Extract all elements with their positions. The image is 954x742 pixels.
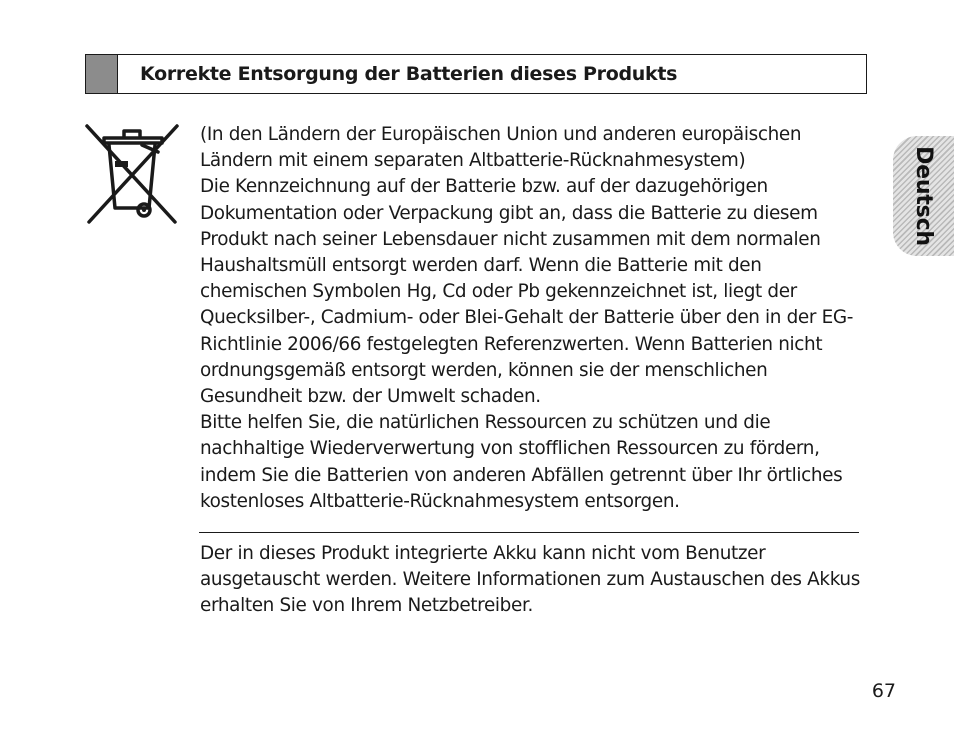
section-divider: [199, 532, 859, 533]
paragraph-recycling: Bitte helfen Sie, die natürlichen Ressourcen zu schützen und die nachhaltige Wiederverwertung von stofflichen Ressourcen zu fördern, indem Sie die Batterien von anderen Abfällen getrennt über Ihr örtliches kostenloses Altbatterie-Rücknahmesystem entsorgen.: [200, 412, 843, 512]
battery-note: [200, 541, 860, 620]
language-tab: [893, 136, 954, 256]
header-square-marker: [86, 55, 118, 93]
section-header: [85, 54, 867, 94]
disposal-text: [200, 122, 860, 515]
section-title: Korrekte Entsorgung der Batterien dieses Produkts: [140, 63, 678, 85]
language-tab-label: Deutsch: [911, 146, 936, 246]
paragraph-marking: Die Kennzeichnung auf der Batterie bzw. auf der dazugehörigen Dokumentation oder Verpackung gibt an, dass die Batterie zu diesem Produkt nach seiner Lebensdauer nicht zusammen mit dem normalen Haushaltsmüll entsorgt werden darf. Wenn die Batterie mit den chemischen Symbolen Hg, Cd oder Pb gekennzeichnet ist, liegt der Quecksilber-, Cadmium- oder Blei-Gehalt der Batterie über den in der EG-Richtlinie 2006/66 festgelegten Referenzwerten. Wenn Batterien nicht ordnungsgemäß entsorgt werden, können sie der menschlichen Gesundheit bzw. der Umwelt schaden.: [200, 176, 854, 408]
page-number: 67: [871, 680, 896, 702]
crossed-out-wheelie-bin-icon: [82, 122, 182, 226]
paragraph-scope: (In den Ländern der Europäischen Union und anderen europäischen Ländern mit einem separaten Altbatterie-Rücknahmesystem): [200, 124, 802, 172]
note-paragraph: Der in dieses Produkt integrierte Akku kann nicht vom Benutzer ausgetauscht werden. Weitere Informationen zum Austauschen des Akkus erhalten Sie von Ihrem Netzbetreiber.: [200, 543, 860, 617]
